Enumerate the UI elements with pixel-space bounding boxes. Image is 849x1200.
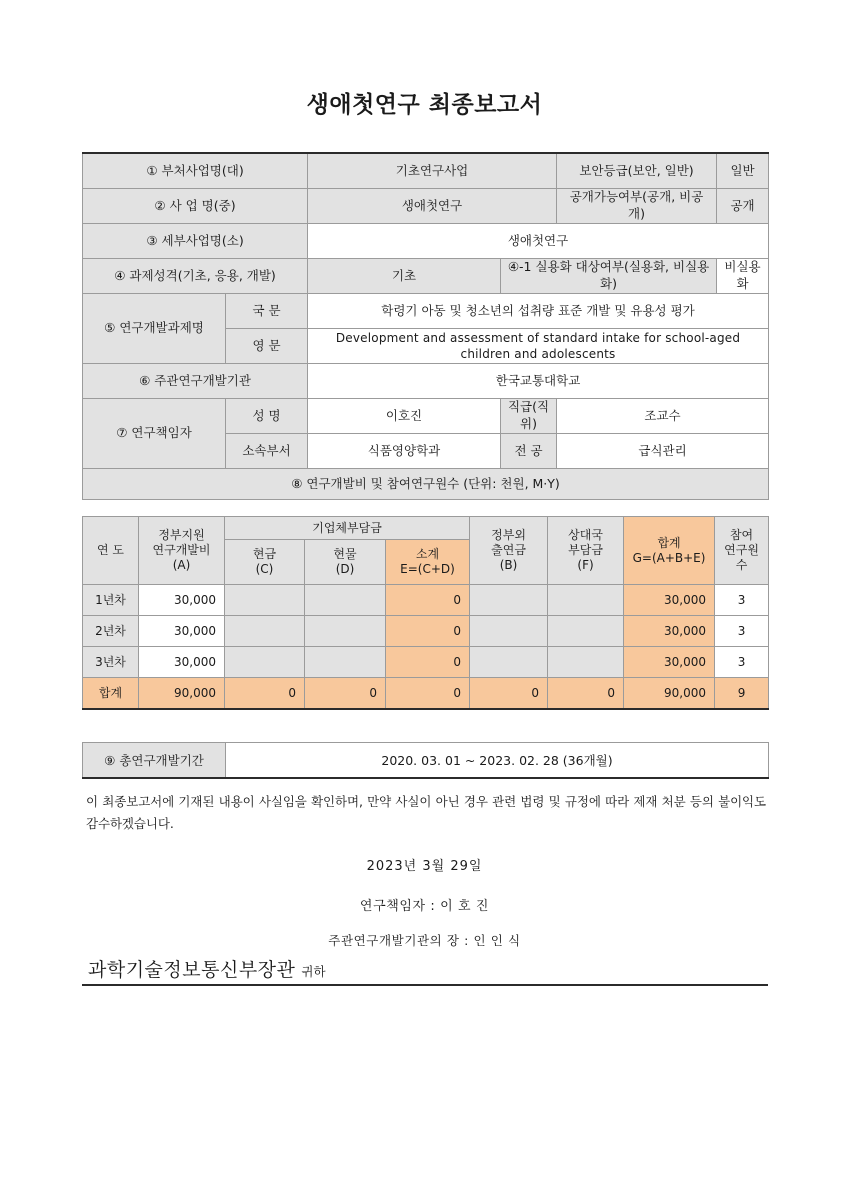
table-row-project-type xyxy=(83,259,769,294)
value-security-grade: 일반 xyxy=(717,153,769,189)
budget-cell-researchers: 3 xyxy=(715,585,769,616)
table-row-program-name xyxy=(83,189,769,224)
label-security-grade: 보안등급(보안, 일반) xyxy=(557,153,717,189)
label-ministry-program: ① 부처사업명(대) xyxy=(83,153,308,189)
budget-cell-partner xyxy=(548,647,624,678)
researchers-line1: 참여 xyxy=(729,528,754,542)
value-sub-program: 생애첫연구 xyxy=(308,224,769,259)
budget-cell-nongov xyxy=(470,616,548,647)
signature-date: 2023년 3월 29일 xyxy=(366,859,483,874)
label-pi-major: 전 공 xyxy=(501,434,557,469)
budget-cell-inkind xyxy=(305,616,386,647)
budget-cell-inkind xyxy=(305,585,386,616)
gov-support-line3: (A) xyxy=(172,558,191,572)
budget-total-nongov: 0 xyxy=(470,678,548,710)
table-row-budget-section-title xyxy=(83,469,769,500)
budget-total-researchers: 9 xyxy=(715,678,769,710)
budget-header-year: 연 도 xyxy=(83,517,139,585)
budget-total-inkind: 0 xyxy=(305,678,386,710)
value-research-period: 2020. 03. 01 ~ 2023. 02. 28 (36개월) xyxy=(226,743,769,779)
budget-cell-partner xyxy=(548,585,624,616)
budget-cell-partner xyxy=(548,616,624,647)
budget-cell-year: 2년차 xyxy=(83,616,139,647)
budget-total-cash: 0 xyxy=(225,678,305,710)
budget-cell-total: 30,000 xyxy=(624,647,715,678)
total-line1: 합계 xyxy=(657,535,681,550)
inkind-line2: (D) xyxy=(335,562,355,576)
value-title-english: Development and assessment of standard intake for school-aged children and adolescents xyxy=(308,329,769,364)
budget-cell-gov-support: 30,000 xyxy=(139,585,225,616)
budget-cell-subtotal: 0 xyxy=(386,647,470,678)
table-row xyxy=(83,585,769,616)
signature-institution-head: 주관연구개발기관의 장 : 인 인 식 xyxy=(328,933,521,948)
budget-header-subtotal xyxy=(386,540,470,585)
budget-cell-total: 30,000 xyxy=(624,585,715,616)
partner-line2: 부담금 xyxy=(568,543,603,557)
budget-cell-researchers: 3 xyxy=(715,647,769,678)
page-title: 생애첫연구 최종보고서 xyxy=(306,92,543,118)
nongov-line3: (B) xyxy=(499,558,518,572)
label-host-institution: ⑥ 주관연구개발기관 xyxy=(83,364,308,399)
budget-table xyxy=(82,516,769,710)
inkind-line1: 현물 xyxy=(333,547,357,561)
table-row xyxy=(83,647,769,678)
value-pi-major: 급식관리 xyxy=(557,434,769,469)
partner-line3: (F) xyxy=(577,558,594,572)
table-row-ministry-program xyxy=(83,153,769,189)
budget-header-gov-support xyxy=(139,517,225,585)
research-period-table xyxy=(82,742,769,779)
label-research-period: ⑨ 총연구개발기간 xyxy=(83,743,226,779)
budget-total-gov-support: 90,000 xyxy=(139,678,225,710)
subtotal-line2: E=(C+D) xyxy=(400,562,455,576)
budget-header-company-group: 기업체부담금 xyxy=(225,517,470,540)
table-row-host-institution xyxy=(83,364,769,399)
budget-header-partner xyxy=(548,517,624,585)
budget-cell-nongov xyxy=(470,585,548,616)
total-line2: G=(A+B+E) xyxy=(632,550,706,565)
budget-cell-subtotal: 0 xyxy=(386,616,470,647)
signature-principal-investigator: 연구책임자 : 이 호 진 xyxy=(359,899,490,914)
budget-header-row-1 xyxy=(83,517,769,540)
value-commercialization: 비실용화 xyxy=(717,259,769,294)
value-host-institution: 한국교통대학교 xyxy=(308,364,769,399)
budget-cell-nongov xyxy=(470,647,548,678)
value-pi-name: 이호진 xyxy=(308,399,501,434)
label-pi-name: 성 명 xyxy=(226,399,308,434)
budget-cell-total: 30,000 xyxy=(624,616,715,647)
value-project-type: 기초 xyxy=(308,259,501,294)
label-title-english: 영 문 xyxy=(226,329,308,364)
subtotal-line1: 소계 xyxy=(415,547,440,561)
label-title-korean: 국 문 xyxy=(226,294,308,329)
value-program-name: 생애첫연구 xyxy=(308,189,557,224)
researchers-line2: 연구원수 xyxy=(724,543,759,572)
addressee-block xyxy=(88,955,326,982)
label-principal-investigator: ⑦ 연구책임자 xyxy=(83,399,226,469)
budget-section-title: ⑧ 연구개발비 및 참여연구원수 (단위: 천원, M·Y) xyxy=(83,469,769,500)
budget-cell-cash xyxy=(225,585,305,616)
budget-cell-cash xyxy=(225,616,305,647)
table-row-pi-name xyxy=(83,399,769,434)
table-row-research-period xyxy=(83,743,769,779)
cash-line2: (C) xyxy=(255,562,274,576)
table-row-total xyxy=(83,678,769,710)
label-sub-program: ③ 세부사업명(소) xyxy=(83,224,308,259)
budget-header-researchers xyxy=(715,517,769,585)
budget-cell-year: 3년차 xyxy=(83,647,139,678)
nongov-line1: 정부외 xyxy=(491,528,526,542)
budget-total-partner: 0 xyxy=(548,678,624,710)
budget-total-total: 90,000 xyxy=(624,678,715,710)
table-row xyxy=(83,616,769,647)
project-info-table xyxy=(82,152,769,500)
addressee-suffix: 귀하 xyxy=(301,964,326,979)
cash-line1: 현금 xyxy=(252,547,277,561)
declaration-statement: 이 최종보고서에 기재된 내용이 사실임을 확인하며, 만약 사실이 아닌 경우 관련 법령 및 규정에 따라 제재 처분 등의 불이익도 감수하겠습니다. xyxy=(86,794,766,831)
value-ministry-program: 기초연구사업 xyxy=(308,153,557,189)
gov-support-line2: 연구개발비 xyxy=(152,543,211,557)
label-project-title: ⑤ 연구개발과제명 xyxy=(83,294,226,364)
budget-cell-researchers: 3 xyxy=(715,616,769,647)
budget-cell-year: 1년차 xyxy=(83,585,139,616)
table-row-project-title-ko xyxy=(83,294,769,329)
budget-cell-gov-support: 30,000 xyxy=(139,616,225,647)
bottom-divider xyxy=(82,984,768,986)
partner-line1: 상대국 xyxy=(568,528,603,542)
budget-cell-subtotal: 0 xyxy=(386,585,470,616)
value-disclosure: 공개 xyxy=(717,189,769,224)
label-program-name: ② 사 업 명(중) xyxy=(83,189,308,224)
label-project-type: ④ 과제성격(기초, 응용, 개발) xyxy=(83,259,308,294)
label-commercialization: ④-1 실용화 대상여부(실용화, 비실용화) xyxy=(501,259,717,294)
budget-header-total xyxy=(624,517,715,585)
budget-header-nongov xyxy=(470,517,548,585)
value-pi-department: 식품영양학과 xyxy=(308,434,501,469)
label-pi-position: 직급(직위) xyxy=(501,399,557,434)
budget-header-cash xyxy=(225,540,305,585)
label-pi-department: 소속부서 xyxy=(226,434,308,469)
label-disclosure: 공개가능여부(공개, 비공개) xyxy=(557,189,717,224)
nongov-line2: 출연금 xyxy=(491,543,526,557)
budget-cell-cash xyxy=(225,647,305,678)
value-title-korean: 학령기 아동 및 청소년의 섭취량 표준 개발 및 유용성 평가 xyxy=(308,294,769,329)
value-pi-position: 조교수 xyxy=(557,399,769,434)
addressee-title: 과학기술정보통신부장관 xyxy=(88,959,296,981)
budget-header-inkind xyxy=(305,540,386,585)
gov-support-line1: 정부지원 xyxy=(158,528,205,542)
budget-cell-inkind xyxy=(305,647,386,678)
budget-cell-gov-support: 30,000 xyxy=(139,647,225,678)
budget-total-year: 합계 xyxy=(83,678,139,710)
budget-total-subtotal: 0 xyxy=(386,678,470,710)
table-row-sub-program xyxy=(83,224,769,259)
